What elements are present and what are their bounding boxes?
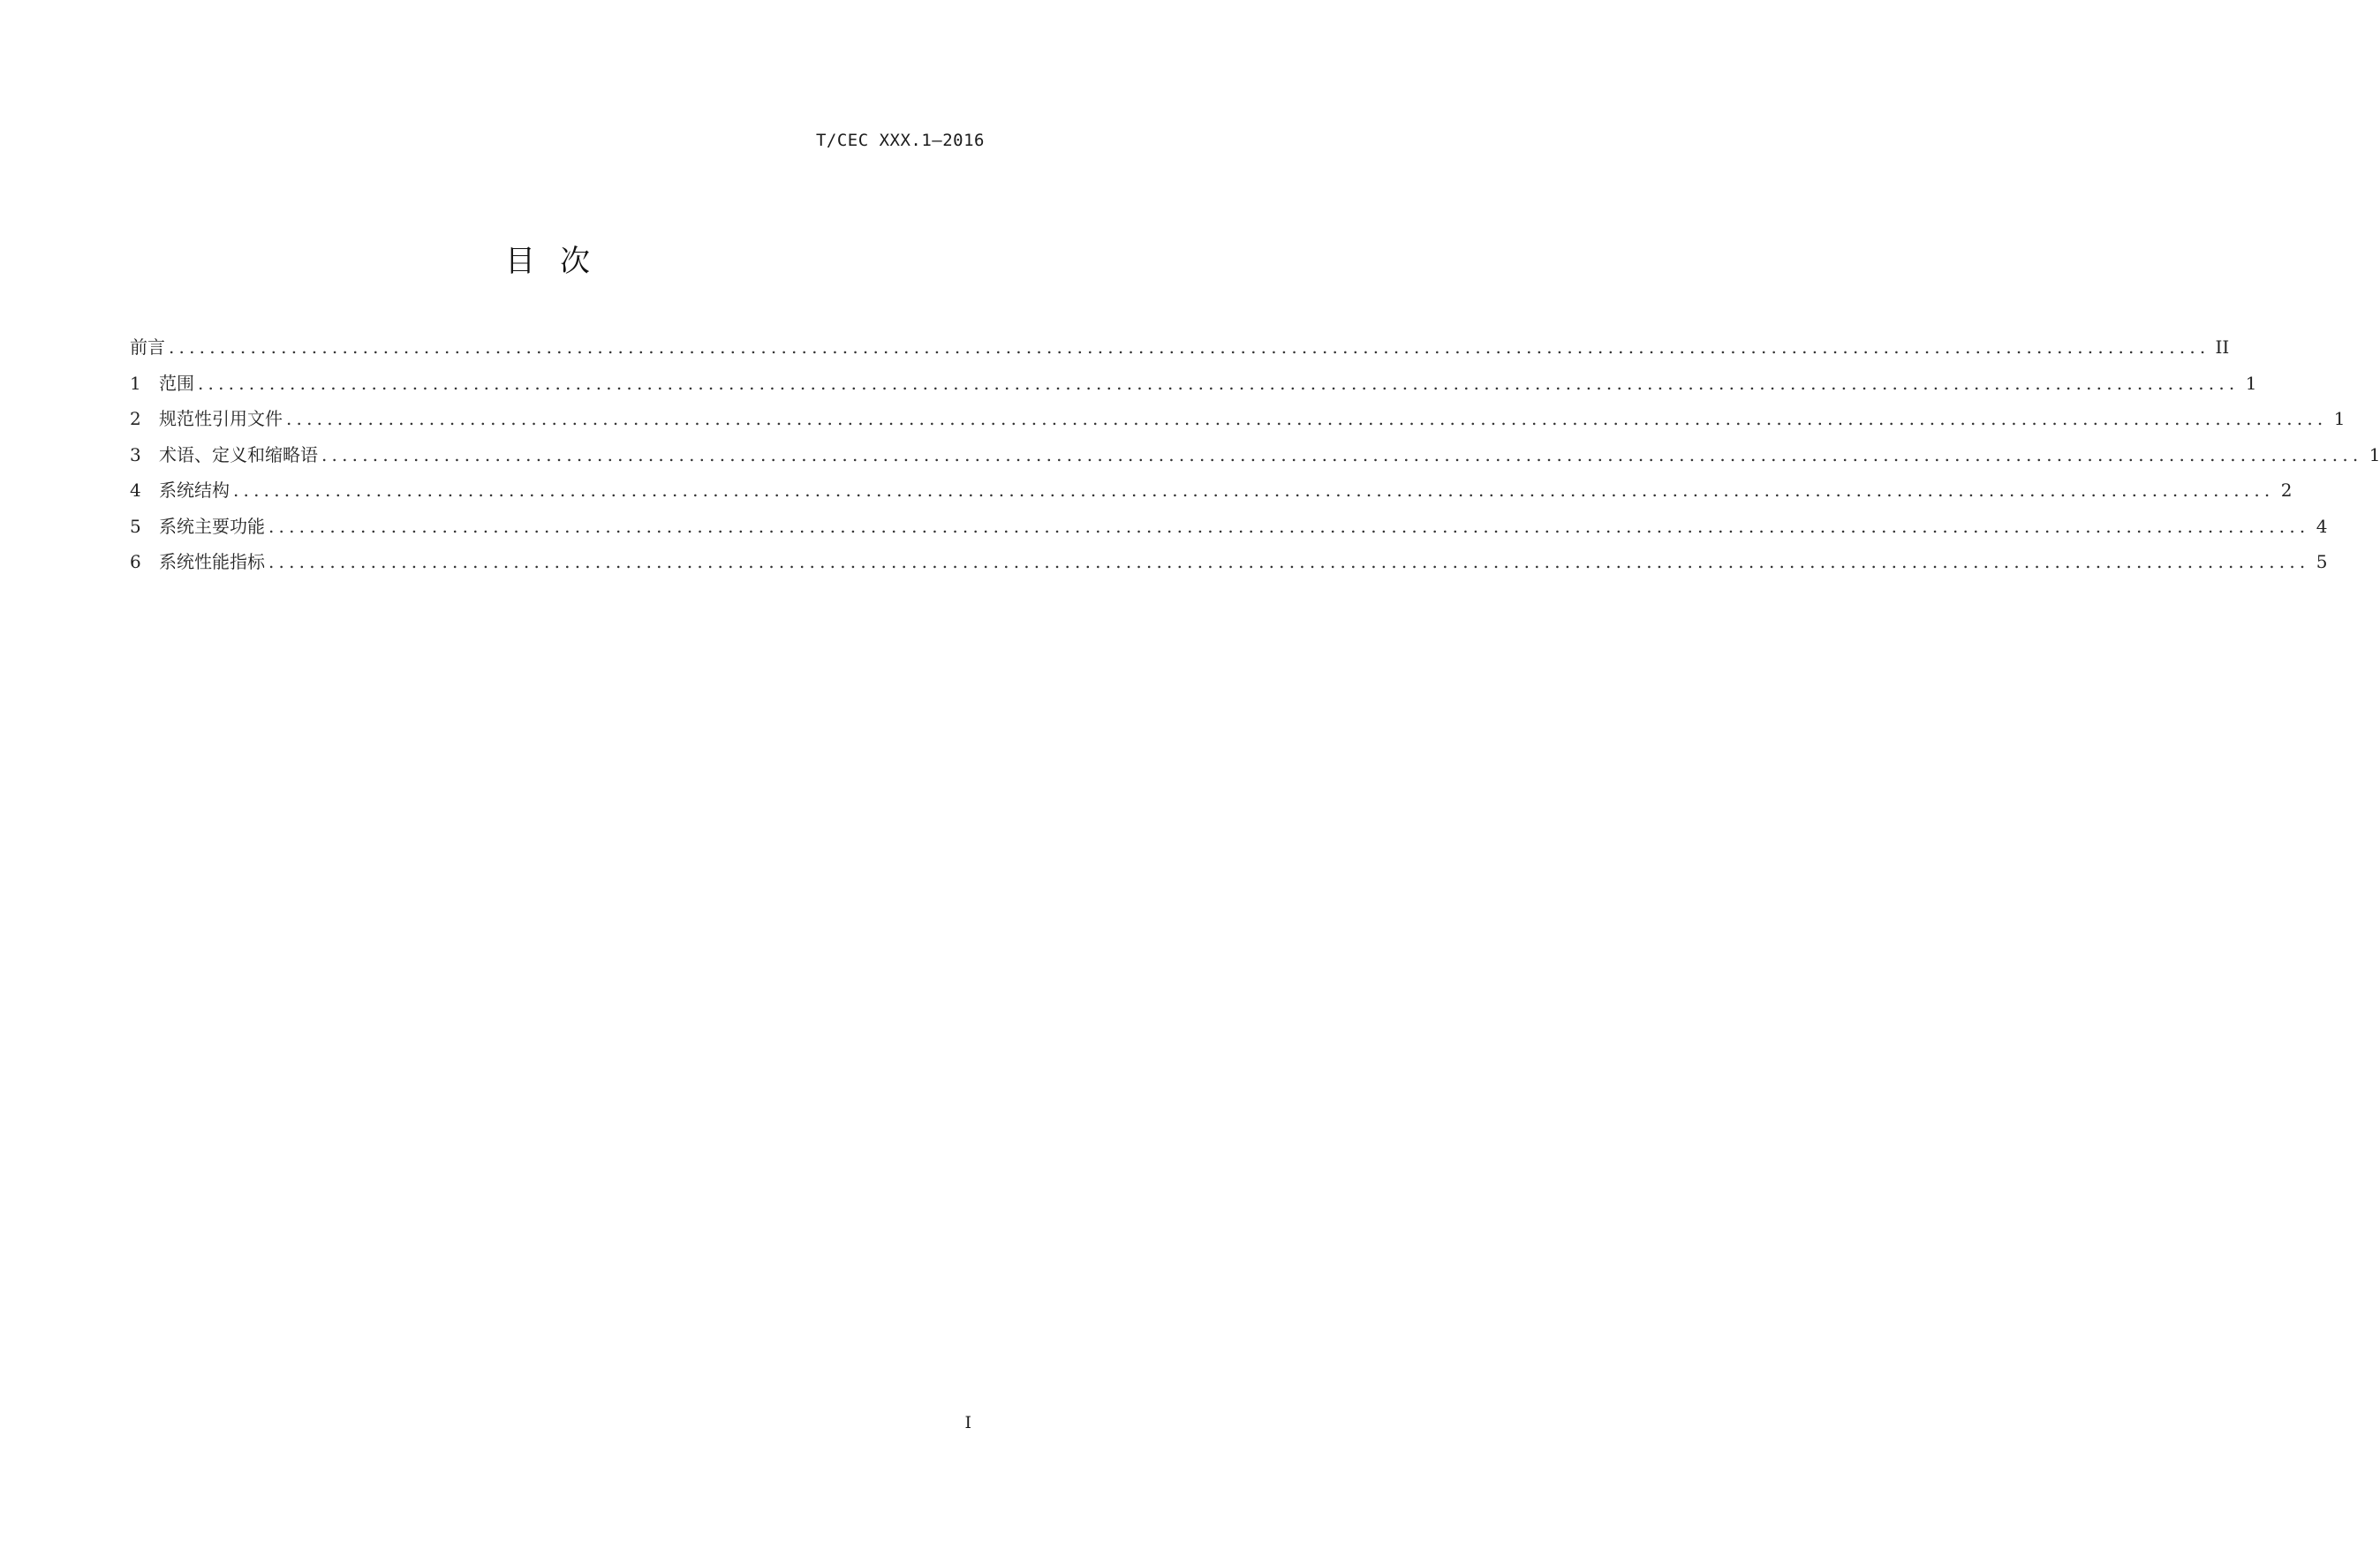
toc-entry-text: 术语、定义和缩略语 bbox=[159, 443, 318, 465]
dot-leader: ........................................................................................................................................................................................................ bbox=[268, 551, 2310, 572]
toc-entry-page: 1 bbox=[2369, 443, 2380, 465]
toc-entry-4[interactable] bbox=[130, 472, 2293, 509]
toc-entry-page: 2 bbox=[2280, 480, 2293, 501]
table-of-contents bbox=[130, 329, 2380, 580]
toc-entry-page: 5 bbox=[2316, 551, 2328, 572]
toc-entry-text: 前言 bbox=[130, 336, 165, 358]
toc-entry-6[interactable] bbox=[130, 544, 2328, 580]
dot-leader: ........................................................................................................................................................................................................ bbox=[286, 408, 2328, 429]
toc-entry-foreword[interactable] bbox=[130, 329, 2230, 366]
toc-entry-text: 规范性引用文件 bbox=[159, 408, 283, 429]
toc-entry-2[interactable] bbox=[130, 401, 2346, 437]
toc-entry-number: 1 bbox=[130, 372, 141, 394]
toc-entry-text: 系统结构 bbox=[159, 480, 230, 501]
toc-entry-text: 系统主要功能 bbox=[159, 515, 265, 537]
toc-entry-page: 1 bbox=[2245, 372, 2257, 394]
toc-entry-number: 4 bbox=[130, 480, 141, 501]
toc-entry-number: 5 bbox=[130, 515, 141, 537]
page-title: 目次 bbox=[505, 244, 615, 279]
toc-entry-number: 6 bbox=[130, 551, 141, 572]
dot-leader: ........................................................................................................................................................................................................ bbox=[233, 480, 2275, 501]
toc-entry-text: 范围 bbox=[159, 372, 194, 394]
toc-entry-3[interactable] bbox=[130, 437, 2380, 473]
toc-entry-5[interactable] bbox=[130, 509, 2328, 545]
toc-entry-text: 系统性能指标 bbox=[159, 551, 265, 572]
document-code: T/CEC XXX.1—2016 bbox=[815, 131, 985, 150]
dot-leader: ........................................................................................................................................................................................................ bbox=[169, 336, 2210, 358]
toc-entry-1[interactable] bbox=[130, 366, 2257, 402]
toc-entry-page: II bbox=[2215, 336, 2230, 358]
toc-entry-number: 2 bbox=[130, 408, 141, 429]
toc-entry-number: 3 bbox=[130, 443, 141, 465]
dot-leader: ........................................................................................................................................................................................................ bbox=[198, 372, 2240, 394]
page-number: I bbox=[964, 1413, 971, 1432]
toc-entry-page: 4 bbox=[2316, 515, 2328, 537]
toc-entry-page: 1 bbox=[2333, 408, 2346, 429]
dot-leader: ........................................................................................................................................................................................................ bbox=[268, 515, 2310, 537]
dot-leader: ........................................................................................................................................................................................................ bbox=[321, 443, 2363, 465]
